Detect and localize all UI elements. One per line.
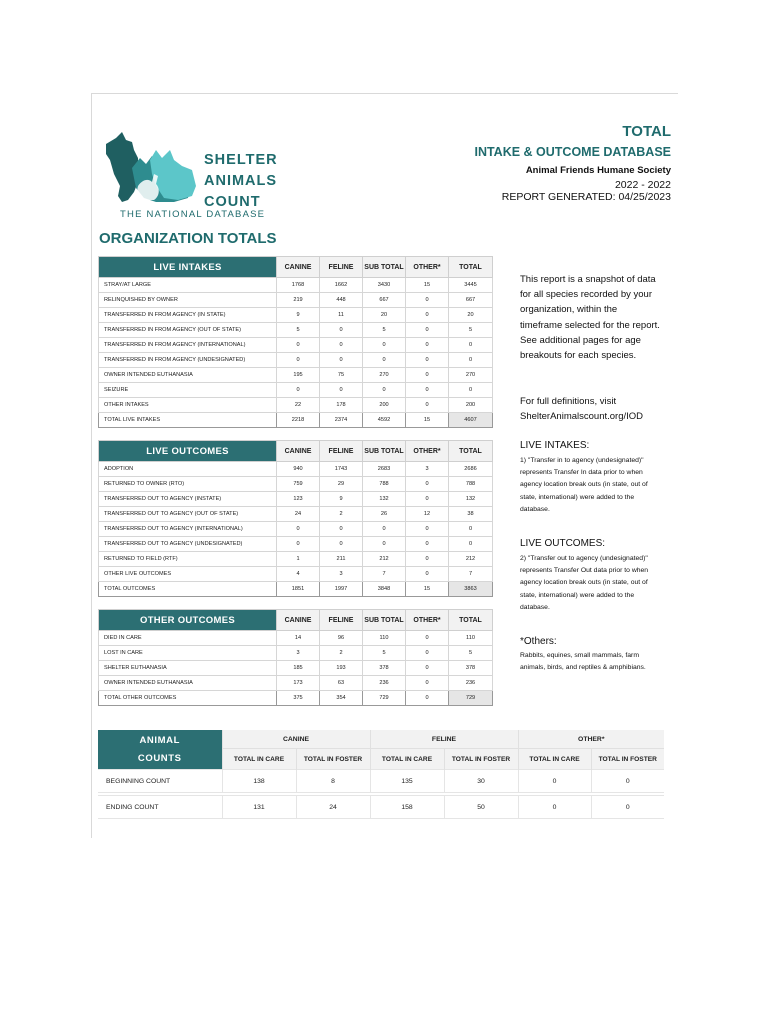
other-outcomes-heading: OTHER OUTCOMES [99, 610, 277, 631]
cell-value: 50 [444, 796, 518, 819]
cell-feline: 1997 [320, 582, 363, 597]
table-row [99, 522, 493, 537]
cell-subtotal: 200 [363, 398, 406, 413]
table-row [99, 323, 493, 338]
col-total: TOTAL [449, 610, 493, 631]
cell-other: 0 [406, 477, 449, 492]
group-canine: CANINE [222, 730, 370, 749]
live-outcomes-table [98, 440, 493, 597]
cell-subtotal: 7 [363, 567, 406, 582]
cell-total: 5 [449, 646, 493, 661]
animal-counts-title-1: ANIMAL [139, 734, 181, 746]
cell-feline: 11 [320, 308, 363, 323]
cell-total: 0 [449, 383, 493, 398]
table-row [99, 552, 493, 567]
table-total-row [99, 413, 493, 428]
cell-canine: 3 [277, 646, 320, 661]
table-row [99, 383, 493, 398]
page-border-left [91, 93, 92, 838]
cell-feline: 0 [320, 537, 363, 552]
table-row [99, 308, 493, 323]
cell-feline: 2 [320, 507, 363, 522]
cell-subtotal: 20 [363, 308, 406, 323]
logo-line-1: SHELTER [204, 152, 278, 168]
cell-total: 110 [449, 631, 493, 646]
cell-other: 0 [406, 338, 449, 353]
cell-canine: 1 [277, 552, 320, 567]
row-label: LOST IN CARE [99, 646, 277, 661]
cell-feline: 178 [320, 398, 363, 413]
other-in-foster-header: TOTAL IN FOSTER [591, 749, 664, 770]
cell-value: 138 [222, 770, 296, 793]
animal-counts-table [98, 730, 664, 819]
logo-tagline: THE NATIONAL DATABASE [120, 209, 266, 220]
cell-total: 236 [449, 676, 493, 691]
cell-subtotal: 270 [363, 368, 406, 383]
row-label: TRANSFERRED IN FROM AGENCY (IN STATE) [99, 308, 277, 323]
cell-canine: 759 [277, 477, 320, 492]
cell-feline: 3 [320, 567, 363, 582]
cell-other: 0 [406, 631, 449, 646]
table-total-row [99, 582, 493, 597]
cell-other: 0 [406, 353, 449, 368]
col-feline: FELINE [320, 257, 363, 278]
table-row [99, 353, 493, 368]
cell-value: 30 [444, 770, 518, 793]
cell-value: 8 [296, 770, 370, 793]
cell-other: 0 [406, 323, 449, 338]
cell-canine: 0 [277, 338, 320, 353]
row-label: TOTAL LIVE INTAKES [99, 413, 277, 428]
col-total: TOTAL [449, 441, 493, 462]
cell-feline: 9 [320, 492, 363, 507]
cell-feline: 354 [320, 691, 363, 706]
report-generated-date: REPORT GENERATED: 04/25/2023 [501, 191, 671, 203]
report-years: 2022 - 2022 [614, 179, 671, 191]
col-other: OTHER* [406, 257, 449, 278]
cell-subtotal: 2683 [363, 462, 406, 477]
row-label: RETURNED TO FIELD (RTF) [99, 552, 277, 567]
cell-other: 3 [406, 462, 449, 477]
table-row [99, 492, 493, 507]
cell-total: 667 [449, 293, 493, 308]
others-note-heading: *Others: [520, 636, 557, 647]
cell-subtotal: 0 [363, 537, 406, 552]
cell-feline: 448 [320, 293, 363, 308]
cell-feline: 1743 [320, 462, 363, 477]
cell-total: 4607 [449, 413, 493, 428]
col-other: OTHER* [406, 610, 449, 631]
table-row [99, 338, 493, 353]
cell-canine: 185 [277, 661, 320, 676]
organization-name: Animal Friends Humane Society [525, 165, 671, 176]
feline-in-foster-header: TOTAL IN FOSTER [444, 749, 518, 770]
page-title: ORGANIZATION TOTALS [99, 230, 277, 247]
cell-canine: 9 [277, 308, 320, 323]
row-label: STRAY/AT LARGE [99, 278, 277, 293]
table-row [99, 398, 493, 413]
table-row [99, 293, 493, 308]
cell-other: 0 [406, 552, 449, 567]
logo-line-3: COUNT [204, 194, 261, 210]
cell-canine: 0 [277, 522, 320, 537]
cell-feline: 63 [320, 676, 363, 691]
cell-subtotal: 0 [363, 353, 406, 368]
live-intakes-note: 1) "Transfer in to agency (undesignated)" represents Transfer In data prior to when agency location break outs (in state, out of state, international) were added to the database. [520, 457, 648, 513]
cell-total: 132 [449, 492, 493, 507]
definitions-note: For full definitions, visit ShelterAnimalscount.org/IOD [520, 396, 644, 423]
col-subtotal: SUB TOTAL [363, 257, 406, 278]
cell-value: 135 [370, 770, 444, 793]
cell-feline: 0 [320, 323, 363, 338]
others-note: Rabbits, equines, small mammals, farm animals, birds, and reptiles & amphibians. [520, 652, 646, 672]
cell-canine: 5 [277, 323, 320, 338]
cell-total: 7 [449, 567, 493, 582]
cell-other: 0 [406, 492, 449, 507]
cell-subtotal: 212 [363, 552, 406, 567]
col-subtotal: SUB TOTAL [363, 441, 406, 462]
col-feline: FELINE [320, 610, 363, 631]
cell-subtotal: 0 [363, 522, 406, 537]
table-row [99, 676, 493, 691]
animal-counts-title-2: COUNTS [137, 752, 182, 764]
other-in-care-header: TOTAL IN CARE [518, 749, 591, 770]
cell-canine: 219 [277, 293, 320, 308]
cell-value: 0 [518, 770, 591, 793]
cell-value: 0 [591, 770, 664, 793]
table-row [99, 462, 493, 477]
cell-canine: 1851 [277, 582, 320, 597]
cell-value: 0 [518, 796, 591, 819]
cell-subtotal: 5 [363, 646, 406, 661]
cell-other: 0 [406, 368, 449, 383]
cell-total: 20 [449, 308, 493, 323]
cell-feline: 1662 [320, 278, 363, 293]
table-row [99, 661, 493, 676]
col-canine: CANINE [277, 441, 320, 462]
cell-feline: 96 [320, 631, 363, 646]
report-subtitle: INTAKE & OUTCOME DATABASE [474, 145, 671, 159]
col-feline: FELINE [320, 441, 363, 462]
col-total: TOTAL [449, 257, 493, 278]
cell-subtotal: 0 [363, 338, 406, 353]
table-row [99, 368, 493, 383]
cell-other: 0 [406, 537, 449, 552]
cell-total: 0 [449, 353, 493, 368]
cell-total: 0 [449, 522, 493, 537]
row-label: SEIZURE [99, 383, 277, 398]
live-outcomes-note: 2) "Transfer out to agency (undesignated)" represents Transfer Out data prior to when agency location break outs (in state, out of state, international) were added to the database. [520, 555, 649, 611]
row-label: OWNER INTENDED EUTHANASIA [99, 676, 277, 691]
cell-feline: 0 [320, 522, 363, 537]
cell-feline: 193 [320, 661, 363, 676]
cell-total: 2686 [449, 462, 493, 477]
table-row [99, 631, 493, 646]
cell-canine: 195 [277, 368, 320, 383]
table-row [98, 796, 664, 819]
page-border-top [91, 93, 678, 94]
cell-other: 15 [406, 278, 449, 293]
group-feline: FELINE [370, 730, 518, 749]
cell-subtotal: 110 [363, 631, 406, 646]
cell-subtotal: 132 [363, 492, 406, 507]
cell-canine: 173 [277, 676, 320, 691]
cell-total: 212 [449, 552, 493, 567]
cell-other: 0 [406, 661, 449, 676]
canine-in-care-header: TOTAL IN CARE [222, 749, 296, 770]
row-label: TRANSFERRED OUT TO AGENCY (UNDESIGNATED) [99, 537, 277, 552]
col-canine: CANINE [277, 257, 320, 278]
cell-other: 0 [406, 691, 449, 706]
col-canine: CANINE [277, 610, 320, 631]
cell-other: 0 [406, 646, 449, 661]
row-label: TRANSFERRED OUT TO AGENCY (OUT OF STATE) [99, 507, 277, 522]
logo-wordmark [204, 150, 278, 213]
cell-value: 158 [370, 796, 444, 819]
cell-feline: 0 [320, 338, 363, 353]
cell-value: 24 [296, 796, 370, 819]
table-row [99, 278, 493, 293]
table-total-row [99, 691, 493, 706]
cell-total: 788 [449, 477, 493, 492]
table-row [99, 507, 493, 522]
row-label: OTHER INTAKES [99, 398, 277, 413]
cell-total: 5 [449, 323, 493, 338]
other-outcomes-table [98, 609, 493, 706]
row-label: RETURNED TO OWNER (RTO) [99, 477, 277, 492]
cell-subtotal: 236 [363, 676, 406, 691]
cell-canine: 940 [277, 462, 320, 477]
cell-total: 0 [449, 537, 493, 552]
row-label: RELINQUISHED BY OWNER [99, 293, 277, 308]
live-outcomes-heading: LIVE OUTCOMES [99, 441, 277, 462]
cell-total: 729 [449, 691, 493, 706]
row-label: TRANSFERRED IN FROM AGENCY (UNDESIGNATED) [99, 353, 277, 368]
row-label: SHELTER EUTHANASIA [99, 661, 277, 676]
cell-subtotal: 4592 [363, 413, 406, 428]
cell-feline: 0 [320, 383, 363, 398]
live-intakes-note-heading: LIVE INTAKES: [520, 440, 590, 451]
cell-total: 3863 [449, 582, 493, 597]
table-row [98, 770, 664, 793]
cell-feline: 211 [320, 552, 363, 567]
cell-canine: 2218 [277, 413, 320, 428]
cell-other: 15 [406, 582, 449, 597]
cell-other: 0 [406, 676, 449, 691]
cell-other: 15 [406, 413, 449, 428]
cell-feline: 2374 [320, 413, 363, 428]
row-label: OTHER LIVE OUTCOMES [99, 567, 277, 582]
cell-canine: 1768 [277, 278, 320, 293]
col-subtotal: SUB TOTAL [363, 610, 406, 631]
row-label: DIED IN CARE [99, 631, 277, 646]
row-label: BEGINNING COUNT [98, 770, 222, 793]
cell-value: 0 [591, 796, 664, 819]
row-label: TOTAL OTHER OUTCOMES [99, 691, 277, 706]
cell-total: 270 [449, 368, 493, 383]
cell-total: 3445 [449, 278, 493, 293]
table-row [99, 646, 493, 661]
cell-subtotal: 0 [363, 383, 406, 398]
cell-other: 0 [406, 398, 449, 413]
cell-subtotal: 378 [363, 661, 406, 676]
cell-other: 0 [406, 383, 449, 398]
cell-canine: 24 [277, 507, 320, 522]
cell-total: 0 [449, 338, 493, 353]
group-other: OTHER* [518, 730, 664, 749]
cell-subtotal: 26 [363, 507, 406, 522]
row-label: TRANSFERRED OUT TO AGENCY (INTERNATIONAL) [99, 522, 277, 537]
cell-canine: 22 [277, 398, 320, 413]
cell-subtotal: 5 [363, 323, 406, 338]
cell-total: 38 [449, 507, 493, 522]
feline-in-care-header: TOTAL IN CARE [370, 749, 444, 770]
cell-canine: 0 [277, 537, 320, 552]
row-label: ADOPTION [99, 462, 277, 477]
cell-total: 378 [449, 661, 493, 676]
cell-subtotal: 3430 [363, 278, 406, 293]
cell-other: 0 [406, 308, 449, 323]
cell-subtotal: 729 [363, 691, 406, 706]
cell-canine: 0 [277, 383, 320, 398]
cell-subtotal: 667 [363, 293, 406, 308]
report-title: TOTAL [622, 123, 671, 140]
table-row [99, 567, 493, 582]
row-label: ENDING COUNT [98, 796, 222, 819]
cell-feline: 0 [320, 353, 363, 368]
cell-canine: 123 [277, 492, 320, 507]
row-label: TRANSFERRED IN FROM AGENCY (OUT OF STATE) [99, 323, 277, 338]
canine-in-foster-header: TOTAL IN FOSTER [296, 749, 370, 770]
table-row [99, 477, 493, 492]
row-label: TOTAL OUTCOMES [99, 582, 277, 597]
row-label: TRANSFERRED IN FROM AGENCY (INTERNATIONAL) [99, 338, 277, 353]
cell-other: 12 [406, 507, 449, 522]
cell-feline: 2 [320, 646, 363, 661]
cell-feline: 75 [320, 368, 363, 383]
live-intakes-table [98, 256, 493, 428]
cell-canine: 375 [277, 691, 320, 706]
cell-canine: 0 [277, 353, 320, 368]
cell-total: 200 [449, 398, 493, 413]
row-label: TRANSFERRED OUT TO AGENCY (INSTATE) [99, 492, 277, 507]
table-row [99, 537, 493, 552]
cell-value: 131 [222, 796, 296, 819]
logo-line-2: ANIMALS [204, 173, 278, 189]
col-other: OTHER* [406, 441, 449, 462]
row-label: OWNER INTENDED EUTHANASIA [99, 368, 277, 383]
cell-canine: 4 [277, 567, 320, 582]
cell-other: 0 [406, 522, 449, 537]
cell-canine: 14 [277, 631, 320, 646]
live-intakes-heading: LIVE INTAKES [99, 257, 277, 278]
animal-counts-heading [98, 730, 222, 770]
cell-feline: 29 [320, 477, 363, 492]
cell-subtotal: 788 [363, 477, 406, 492]
live-outcomes-note-heading: LIVE OUTCOMES: [520, 538, 606, 549]
cell-other: 0 [406, 293, 449, 308]
cell-subtotal: 3848 [363, 582, 406, 597]
cell-other: 0 [406, 567, 449, 582]
report-intro-note: This report is a snapshot of data for all species recorded by your organization, within the timeframe selected for the report. See additional pages for age breakouts for each species. [520, 274, 660, 362]
